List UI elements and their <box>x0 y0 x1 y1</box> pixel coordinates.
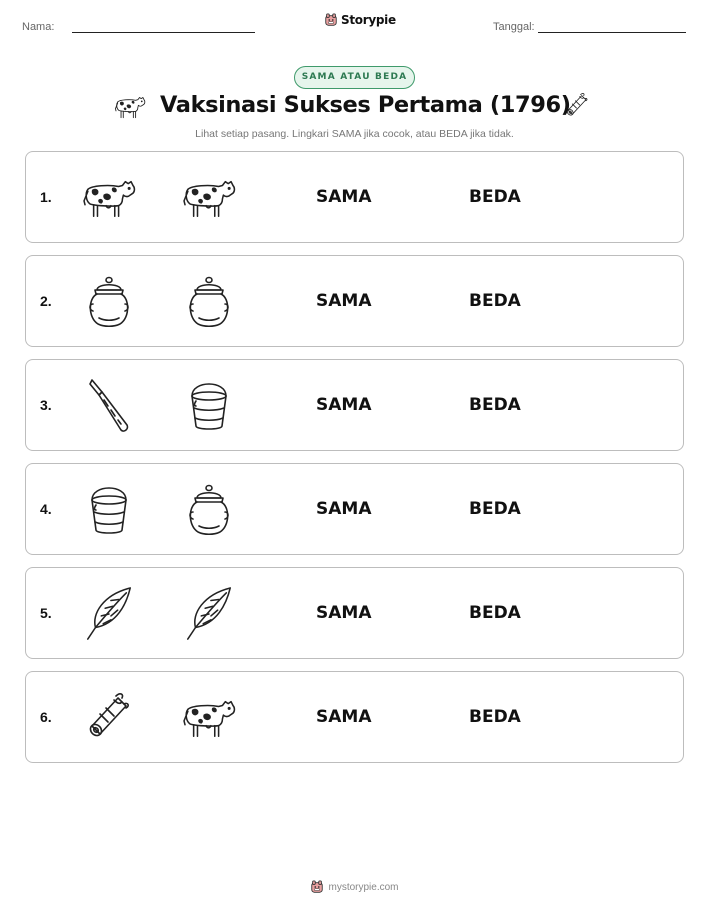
different-option[interactable]: BEDA <box>469 707 521 727</box>
question-row <box>25 567 684 659</box>
jar-icon <box>179 482 239 538</box>
lancet-icon <box>79 378 139 434</box>
date-field[interactable] <box>538 32 686 33</box>
question-row <box>25 463 684 555</box>
cow-icon <box>113 93 147 121</box>
question-number: 1. <box>40 189 52 205</box>
bucket-icon <box>179 378 239 434</box>
name-field[interactable] <box>72 32 255 33</box>
different-option[interactable]: BEDA <box>469 395 521 415</box>
different-option[interactable]: BEDA <box>469 499 521 519</box>
storypie-mascot-icon <box>310 880 324 894</box>
page-title: Vaksinasi Sukses Pertama (1796) <box>160 92 571 118</box>
same-option[interactable]: SAMA <box>316 291 372 311</box>
question-number: 3. <box>40 397 52 413</box>
brand-name: Storypie <box>341 13 396 27</box>
same-option[interactable]: SAMA <box>316 499 372 519</box>
question-row <box>25 359 684 451</box>
activity-badge: SAMA ATAU BEDA <box>294 66 415 89</box>
same-option[interactable]: SAMA <box>316 707 372 727</box>
question-number: 2. <box>40 293 52 309</box>
different-option[interactable]: BEDA <box>469 291 521 311</box>
bucket-icon <box>79 482 139 538</box>
footer <box>0 880 709 894</box>
question-row <box>25 151 684 243</box>
question-number: 6. <box>40 709 52 725</box>
different-option[interactable]: BEDA <box>469 603 521 623</box>
worksheet-header <box>0 0 709 50</box>
different-option[interactable]: BEDA <box>469 187 521 207</box>
same-option[interactable]: SAMA <box>316 603 372 623</box>
cow-icon <box>179 690 239 746</box>
bandage-scroll-icon <box>564 91 590 121</box>
question-row <box>25 255 684 347</box>
question-number: 4. <box>40 501 52 517</box>
instructions: Lihat setiap pasang. Lingkari SAMA jika cocok, atau BEDA jika tidak. <box>195 128 514 140</box>
jar-icon <box>79 274 139 330</box>
date-label: Tanggal: <box>493 21 535 33</box>
storypie-mascot-icon <box>324 13 338 27</box>
brand-logo <box>324 13 396 27</box>
footer-link[interactable]: mystorypie.com <box>328 881 399 893</box>
jar-icon <box>179 274 239 330</box>
same-option[interactable]: SAMA <box>316 395 372 415</box>
question-row <box>25 671 684 763</box>
quill-icon <box>179 586 239 642</box>
bandage-scroll-icon <box>79 690 139 746</box>
question-number: 5. <box>40 605 52 621</box>
cow-icon <box>79 170 139 226</box>
quill-icon <box>79 586 139 642</box>
name-label: Nama: <box>22 21 55 33</box>
same-option[interactable]: SAMA <box>316 187 372 207</box>
title-row <box>0 90 709 124</box>
cow-icon <box>179 170 239 226</box>
